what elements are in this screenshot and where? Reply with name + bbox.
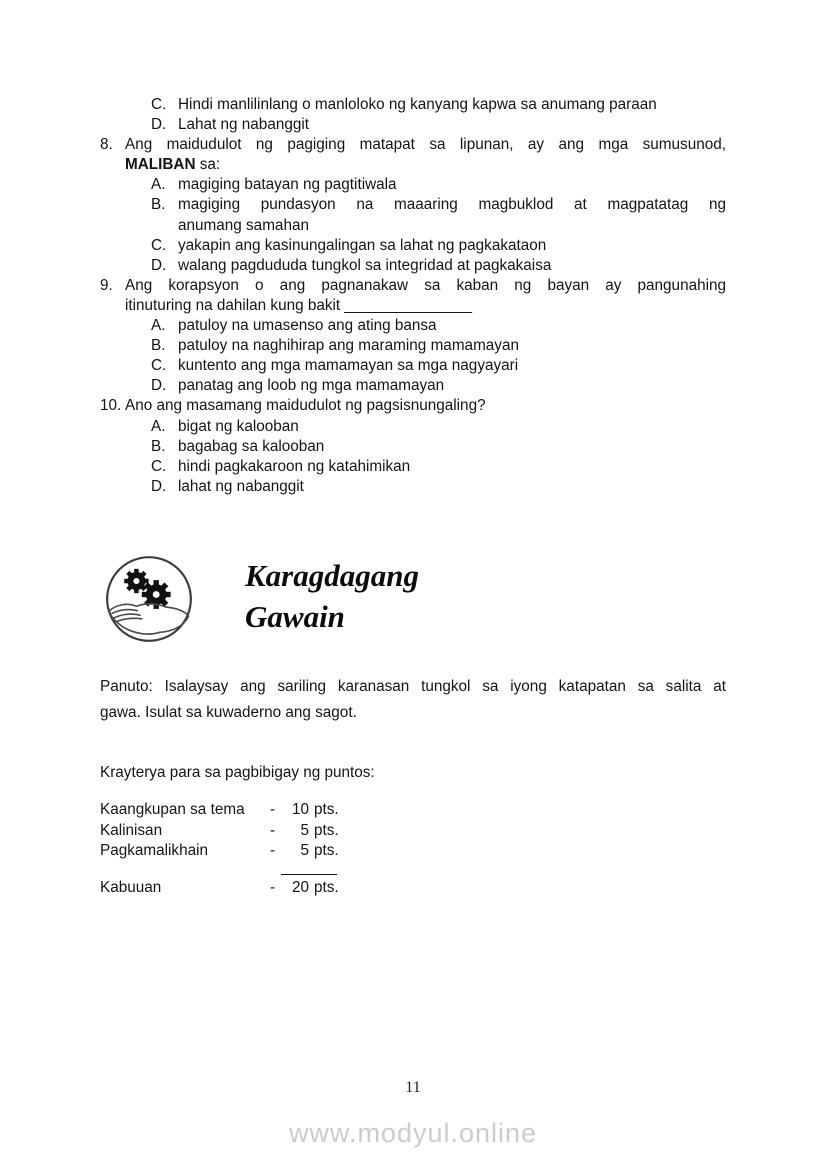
dash: - xyxy=(270,821,276,839)
option-text xyxy=(178,95,726,115)
option-letter: C. xyxy=(151,357,167,375)
option-letter: A. xyxy=(151,317,166,335)
dash: - xyxy=(270,842,276,859)
question-8 xyxy=(100,135,726,175)
option-row xyxy=(151,175,726,195)
points-unit: pts. xyxy=(314,821,339,839)
criteria-row xyxy=(100,821,339,842)
points-unit: pts. xyxy=(314,801,339,818)
question-8-options xyxy=(151,175,726,275)
option-line: magiging batayan ng pagtitiwala xyxy=(178,176,397,194)
question-text xyxy=(125,135,726,175)
question-number: 8. xyxy=(100,136,113,154)
option-line: lahat ng nabanggit xyxy=(178,477,304,495)
question-number: 10. xyxy=(100,397,122,415)
option-row xyxy=(151,256,726,276)
criteria-list xyxy=(100,800,339,898)
criteria-points xyxy=(270,821,339,842)
option-line: Lahat ng nabanggit xyxy=(178,116,309,134)
points-unit: pts. xyxy=(314,842,339,859)
question-line xyxy=(125,155,726,175)
criteria-points xyxy=(270,800,339,821)
criteria-label: Kaangkupan sa tema xyxy=(100,801,245,818)
question-10 xyxy=(100,396,726,416)
option-row xyxy=(151,356,726,376)
question-number: 9. xyxy=(100,276,113,294)
option-text xyxy=(178,256,726,276)
option-row xyxy=(151,236,726,256)
question-7-options xyxy=(151,95,726,135)
option-line: bagabag sa kalooban xyxy=(178,437,325,455)
dash: - xyxy=(270,878,276,896)
criteria-label: Kalinisan xyxy=(100,821,163,839)
question-text xyxy=(125,276,726,316)
quiz-section xyxy=(100,95,726,497)
watermark: www.modyul.online xyxy=(288,1118,538,1148)
option-letter: D. xyxy=(151,477,167,495)
question-line: Ano ang masamang maidudulot ng pagsisnungaling? xyxy=(125,397,486,415)
option-letter: C. xyxy=(151,457,167,475)
option-letter: D. xyxy=(151,377,167,395)
option-row xyxy=(151,195,726,235)
question-text xyxy=(125,396,726,416)
option-text xyxy=(178,236,726,256)
criteria-heading: Krayterya para sa pagbibigay ng puntos: xyxy=(100,764,375,781)
option-text xyxy=(178,175,726,195)
option-line: magiging pundasyon na maaaring magbuklod at magpatatag ng xyxy=(178,196,726,214)
page-number: 11 xyxy=(405,1079,421,1096)
option-text xyxy=(178,195,726,235)
option-text xyxy=(178,316,726,336)
criteria-points xyxy=(270,878,339,899)
criteria-points xyxy=(270,841,339,862)
gears-in-open-hand-icon xyxy=(104,553,194,645)
option-text xyxy=(178,336,726,356)
option-letter: B. xyxy=(151,337,166,355)
option-letter: B. xyxy=(151,437,166,455)
option-line: panatag ang loob ng mga mamamayan xyxy=(178,377,445,395)
dash: - xyxy=(270,801,276,818)
activity-instructions xyxy=(100,674,726,726)
option-row xyxy=(151,417,726,437)
points-value: 20 xyxy=(291,878,309,896)
option-text xyxy=(178,376,726,396)
option-letter: C. xyxy=(151,96,167,113)
option-line: walang pagdududa tungkol sa integridad at pagkakaisa xyxy=(178,256,552,274)
instruction-line: gawa. Isulat sa kuwaderno ang sagot. xyxy=(100,704,357,721)
option-row xyxy=(151,316,726,336)
points-value: 10 xyxy=(291,801,309,818)
criteria-total-row xyxy=(100,878,339,899)
question-9 xyxy=(100,276,726,316)
criteria-row xyxy=(100,841,339,862)
question-line-with-blank: itinuturing na dahilan kung bakit _______________ xyxy=(125,296,473,314)
option-text xyxy=(178,417,726,437)
emphasized-word: MALIBAN xyxy=(125,156,196,174)
activity-title-line2: Gawain xyxy=(245,599,345,634)
option-row xyxy=(151,457,726,477)
option-letter: D. xyxy=(151,116,167,134)
option-row xyxy=(151,95,726,115)
option-text xyxy=(178,356,726,376)
criteria-label: Kabuuan xyxy=(100,878,162,896)
option-line: patuloy na umasenso ang ating bansa xyxy=(178,317,437,335)
option-text xyxy=(178,115,726,135)
option-row xyxy=(151,437,726,457)
option-letter: A. xyxy=(151,417,166,435)
option-letter: D. xyxy=(151,256,167,274)
activity-section-header xyxy=(104,553,419,645)
points-value: 5 xyxy=(300,842,309,859)
question-line: Ang maidudulot ng pagiging matapat sa lipunan, ay ang mga sumusunod, xyxy=(125,136,726,154)
option-line: hindi pagkakaroon ng katahimikan xyxy=(178,457,411,475)
option-line: bigat ng kalooban xyxy=(178,417,299,435)
criteria-row xyxy=(100,800,339,821)
option-letter: C. xyxy=(151,236,167,254)
option-text xyxy=(178,477,726,497)
instruction-line: Panuto: Isalaysay ang sariling karanasan tungkol sa iyong katapatan sa salita at xyxy=(100,678,726,695)
question-line: Ang korapsyon o ang pagnanakaw sa kaban ng bayan ay pangunahing xyxy=(125,276,726,294)
option-text xyxy=(178,437,726,457)
points-unit: pts. xyxy=(314,878,339,896)
total-divider-line xyxy=(281,874,337,875)
activity-title-line1: Karagdagang xyxy=(245,558,419,593)
question-line-rest: sa: xyxy=(195,156,221,174)
option-line: yakapin ang kasinungalingan sa lahat ng pagkakataon xyxy=(178,236,547,254)
option-row xyxy=(151,336,726,356)
option-row xyxy=(151,115,726,135)
option-letter: A. xyxy=(151,176,166,194)
points-value: 5 xyxy=(300,821,309,839)
option-line: patuloy na naghihirap ang maraming mamamayan xyxy=(178,337,519,355)
option-row xyxy=(151,376,726,396)
option-line: kuntento ang mga mamamayan sa mga nagyayari xyxy=(178,357,519,375)
option-letter: B. xyxy=(151,196,166,214)
question-10-options xyxy=(151,417,726,497)
activity-title xyxy=(245,553,419,637)
option-line: anumang samahan xyxy=(178,216,309,234)
option-line: Hindi manlilinlang o manloloko ng kanyang kapwa sa anumang paraan xyxy=(178,96,657,113)
option-text xyxy=(178,457,726,477)
question-9-options xyxy=(151,316,726,396)
criteria-label: Pagkamalikhain xyxy=(100,842,208,859)
option-row xyxy=(151,477,726,497)
